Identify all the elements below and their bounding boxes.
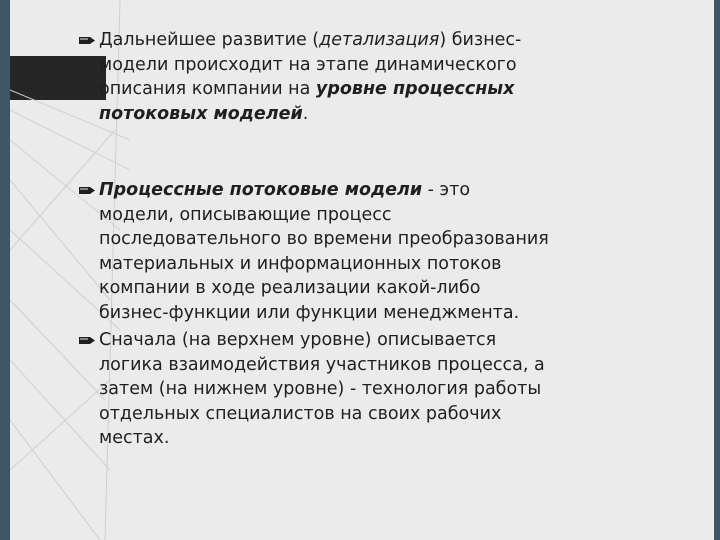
pencil-icon bbox=[79, 28, 95, 52]
pencil-icon bbox=[79, 328, 95, 352]
bullet-text bbox=[99, 328, 549, 451]
text-run: уровне процессных потоковых моделей bbox=[99, 79, 515, 124]
slide-content bbox=[10, 0, 714, 540]
bullet-text bbox=[99, 178, 549, 325]
text-run: детализация bbox=[319, 30, 440, 50]
text-run: ) бизнес-модели происходит на этапе динамического описания компании на bbox=[99, 30, 522, 99]
text-run: Процессные потоковые модели bbox=[99, 180, 423, 200]
pencil-icon bbox=[79, 178, 95, 202]
text-run: Сначала (на верхнем уровне) описывается логика взаимодействия участников процесса, а затем (на нижнем уровне) - технология работы отдельных специалистов на своих рабочих местах. bbox=[99, 330, 545, 448]
slide bbox=[10, 0, 714, 540]
text-run: . bbox=[302, 103, 309, 124]
bullet-text bbox=[99, 28, 549, 126]
bullet-item bbox=[79, 178, 549, 325]
bullet-item bbox=[79, 328, 549, 451]
bullet-item bbox=[79, 28, 549, 126]
text-run: Дальнейшее развитие ( bbox=[99, 30, 320, 50]
text-run: - это модели, описывающие процесс последовательного во времени преобразования материальных и информационных потоков компании в ходе реализации какой-либо бизнес-функции или функции менеджмента. bbox=[99, 180, 549, 323]
